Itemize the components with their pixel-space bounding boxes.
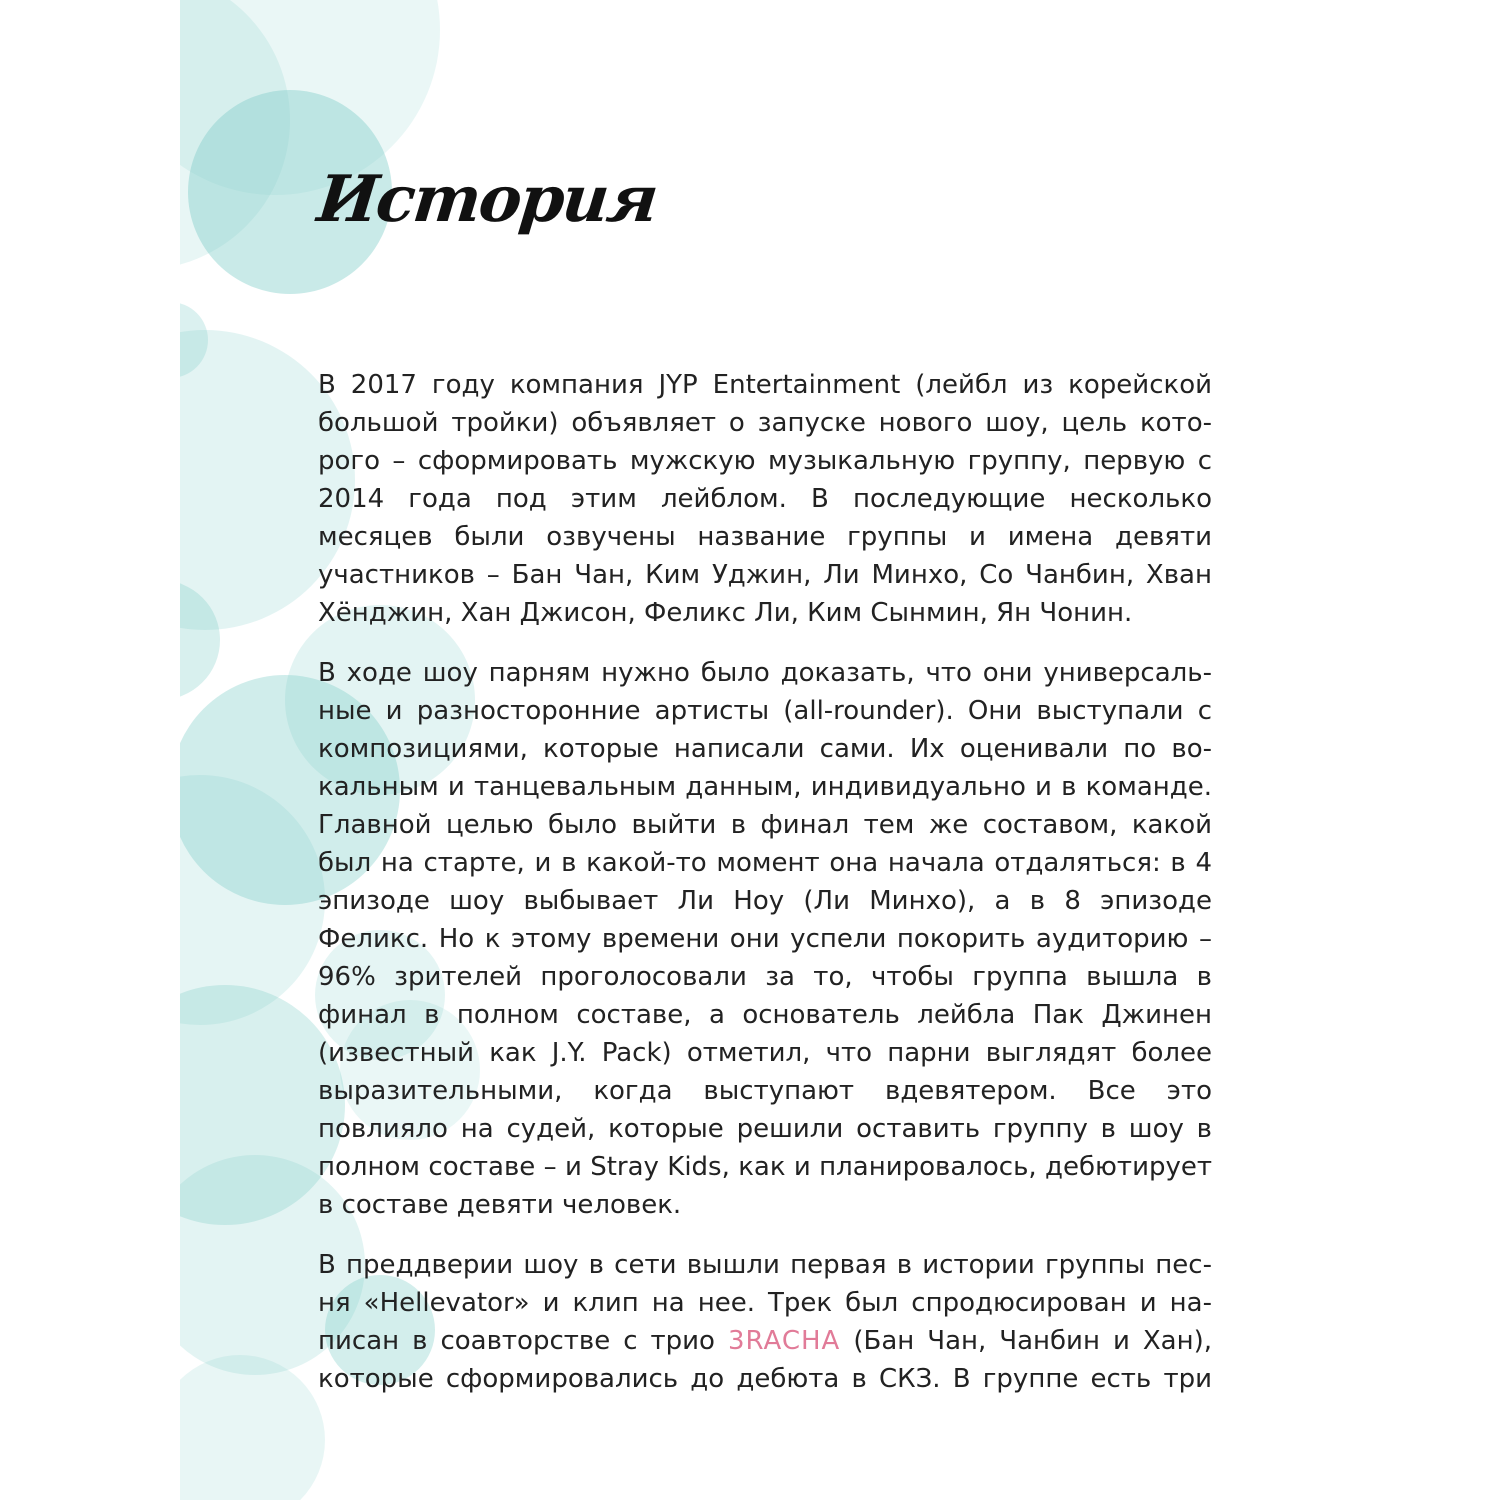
paragraph-3 (318, 1246, 1212, 1398)
page-title: История (314, 162, 661, 237)
book-page (180, 0, 1320, 1500)
group-name-highlight: 3RACHA (727, 1326, 841, 1356)
paragraph-1: В 2017 году компания JYP Entertainment (лейбл из корейской большой тройки) объявляет о запуске нового шоу, цель которого – сформировать мужскую музыкальную группу, первую с 2014 года под этим лейблом. В последующие несколько месяцев были озвучены название группы и имена девяти участников – Бан Чан, Ким Уджин, Ли Минхо, Со Чанбин, Хван Хёнджин, Хан Джисон, Феликс Ли, Ким Сынмин, Ян Чонин. (318, 370, 1212, 628)
watercolor-circle (180, 1355, 325, 1500)
body-text (318, 366, 1212, 1420)
paragraph-2: В ходе шоу парням нужно было доказать, что они универсальные и разносторонние артисты (all-rounder). Они выступали с композициями, которые написали сами. Их оценивали по вокальным и танцевальным данным, индивидуально и в команде. Главной целью было выйти в финал тем же составом, какой был на старте, и в какой-то момент она начала отдаляться: в 4 эпизоде шоу выбывает Ли Ноу (Ли Минхо), а в 8 эпизоде Феликс. Но к этому времени они успели покорить аудиторию – 96% зрителей проголосовали за то, чтобы группа вышла в финал в полном составе, а основатель лейбла Пак Джинен (известный как J.Y. Pack) отметил, что парни выглядят более выразительными, когда выступают вдевятером. Все это повлияло на судей, которые решили оставить группу в шоу в полном составе – и Stray Kids, как и планировалось, дебютирует в составе девяти человек. (318, 658, 1212, 1220)
paragraph-3-text-before: В преддверии шоу в сети вышли первая в истории группы песня «Hellevator» и клип на нее. Трек был спродюсирован и написан в соавторстве с трио (318, 1250, 1212, 1356)
paragraph-3-text-after: (Бан Чан, Чанбин и Хан), которые сформировались до дебюта в СКЗ. В группе есть три (318, 1326, 1212, 1394)
